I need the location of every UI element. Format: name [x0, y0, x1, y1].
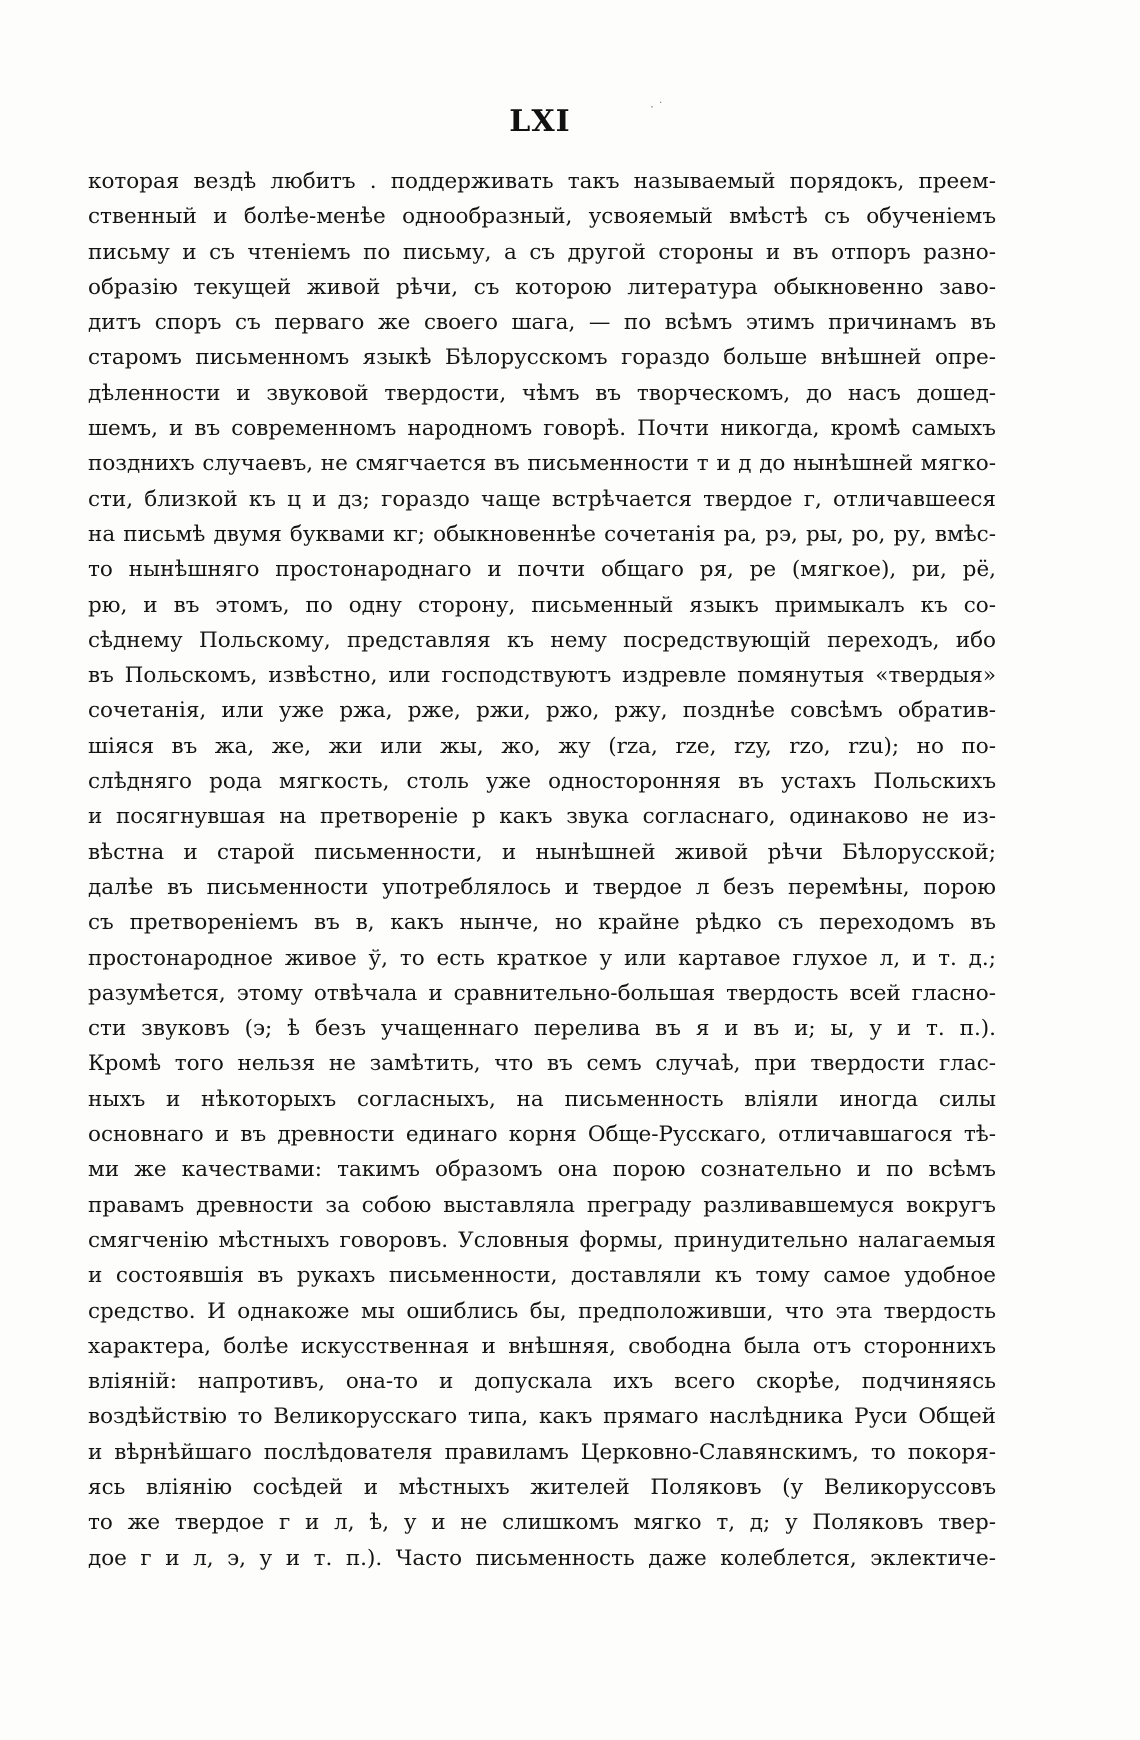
text-line: образію текущей живой рѣчи, съ которою литература обыкновенно заво- — [88, 274, 996, 300]
text-line: сти звуковъ (э; ѣ безъ учащеннаго перелива въ я и въ и; ы, у и т. п.). — [88, 1016, 996, 1042]
text-line: ныхъ и нѣкоторыхъ согласныхъ, на письменность вліяли иногда силы — [88, 1086, 996, 1112]
text-line: средство. И однакоже мы ошиблись бы, предположивши, что эта твердость — [88, 1298, 996, 1324]
text-line: вліяній: напротивъ, она-то и допускала ихъ всего скорѣе, подчиняясь — [88, 1369, 996, 1395]
text-line: дое г и л, э, у и т. п.). Часто письменность даже колеблется, эклектиче- — [88, 1545, 996, 1571]
text-line: рю, и въ этомъ, по одну сторону, письменный языкъ примыкалъ къ со- — [88, 592, 996, 618]
text-line: простонародное живое ў, то есть краткое у или картавое глухое л, и т. д.; — [88, 945, 996, 971]
text-line: сочетанія, или уже ржа, рже, ржи, ржо, ржу, позднѣе совсѣмъ обратив- — [88, 698, 996, 724]
text-line: то нынѣшняго простонароднаго и почти общаго ря, ре (мягкое), ри, рё, — [88, 557, 996, 583]
text-line: Кромѣ того нельзя не замѣтить, что въ семъ случаѣ, при твердости глас- — [88, 1051, 996, 1077]
text-line: и вѣрнѣйшаго послѣдователя правиламъ Церковно-Славянскимъ, то покоря- — [88, 1439, 996, 1465]
text-line: воздѣйствію то Великорусскаго типа, какъ прямаго наслѣдника Руси Общей — [88, 1404, 996, 1430]
text-line: смягченію мѣстныхъ говоровъ. Условныя формы, принудительно налагаемыя — [88, 1227, 996, 1253]
text-line: письму и съ чтеніемъ по письму, а съ другой стороны и въ отпоръ разно- — [88, 239, 996, 265]
text-line: ясь вліянію сосѣдей и мѣстныхъ жителей Поляковъ (у Великоруссовъ — [88, 1474, 996, 1500]
text-line: и посягнувшая на претвореніе р какъ звука согласнаго, одинаково не из- — [88, 804, 996, 830]
text-line: то же твердое г и л, ѣ, у и не слишкомъ мягко т, д; у Поляковъ твер- — [88, 1510, 996, 1536]
text-line: которая вездѣ любитъ . поддерживать такъ называемый порядокъ, преем- — [88, 169, 996, 194]
text-line: основнаго и въ древности единаго корня Обще-Русскаго, отличавшагося тѣ- — [88, 1122, 996, 1148]
scan-speck: · ˙ — [650, 100, 664, 114]
body-text — [88, 164, 996, 1576]
text-line: разумѣется, этому отвѣчала и сравнительно-большая твердость всей гласно- — [88, 980, 996, 1006]
text-line: вѣстна и старой письменности, и нынѣшней живой рѣчи Бѣлорусской; — [88, 839, 996, 865]
page-number: LXI — [509, 104, 571, 139]
text-line: сѣднему Польскому, представляя къ нему посредствующій переходъ, ибо — [88, 627, 996, 653]
text-line: шіяся въ жа, же, жи или жы, жо, жу (rza, rze, rzy, rzo, rzu); но по- — [88, 733, 996, 759]
text-line: ственный и болѣе-менѣе однообразный, усвояемый вмѣстѣ съ обученіемъ — [88, 204, 996, 230]
text-line: на письмѣ двумя буквами кг; обыкновеннѣе сочетанія ра, рэ, ры, ро, ру, вмѣс- — [88, 521, 996, 547]
text-line: правамъ древности за собою выставляла преграду разливавшемуся вокругъ — [88, 1192, 996, 1218]
text-line: далѣе въ письменности употреблялось и твердое л безъ перемѣны, порою — [88, 874, 996, 900]
text-line: и состоявшія въ рукахъ письменности, доставляли къ тому самое удобное — [88, 1263, 996, 1289]
text-line: характера, болѣе искусственная и внѣшняя, свободна была отъ стороннихъ — [88, 1333, 996, 1359]
text-line: съ претвореніемъ въ в, какъ нынче, но крайне рѣдко съ переходомъ въ — [88, 910, 996, 936]
text-line: позднихъ случаевъ, не смягчается въ письменности т и д до нынѣшней мягко- — [88, 451, 996, 477]
text-line: ми же качествами: такимъ образомъ она порою сознательно и по всѣмъ — [88, 1157, 996, 1183]
text-line: дѣленности и звуковой твердости, чѣмъ въ творческомъ, до насъ дошед- — [88, 380, 996, 406]
text-line: дитъ споръ съ перваго же своего шага, — по всѣмъ этимъ причинамъ въ — [88, 310, 996, 336]
text-line: въ Польскомъ, извѣстно, или господствуютъ издревле помянутыя «твердыя» — [88, 663, 996, 689]
text-line: старомъ письменномъ языкѣ Бѣлорусскомъ гораздо больше внѣшней опре- — [88, 345, 996, 371]
text-line: шемъ, и въ современномъ народномъ говорѣ. Почти никогда, кромѣ самыхъ — [88, 416, 996, 442]
text-line: сти, близкой къ ц и дз; гораздо чаще встрѣчается твердое г, отличавшееся — [88, 486, 996, 512]
text-line: слѣдняго рода мягкость, столь уже односторонняя въ устахъ Польскихъ — [88, 769, 996, 795]
